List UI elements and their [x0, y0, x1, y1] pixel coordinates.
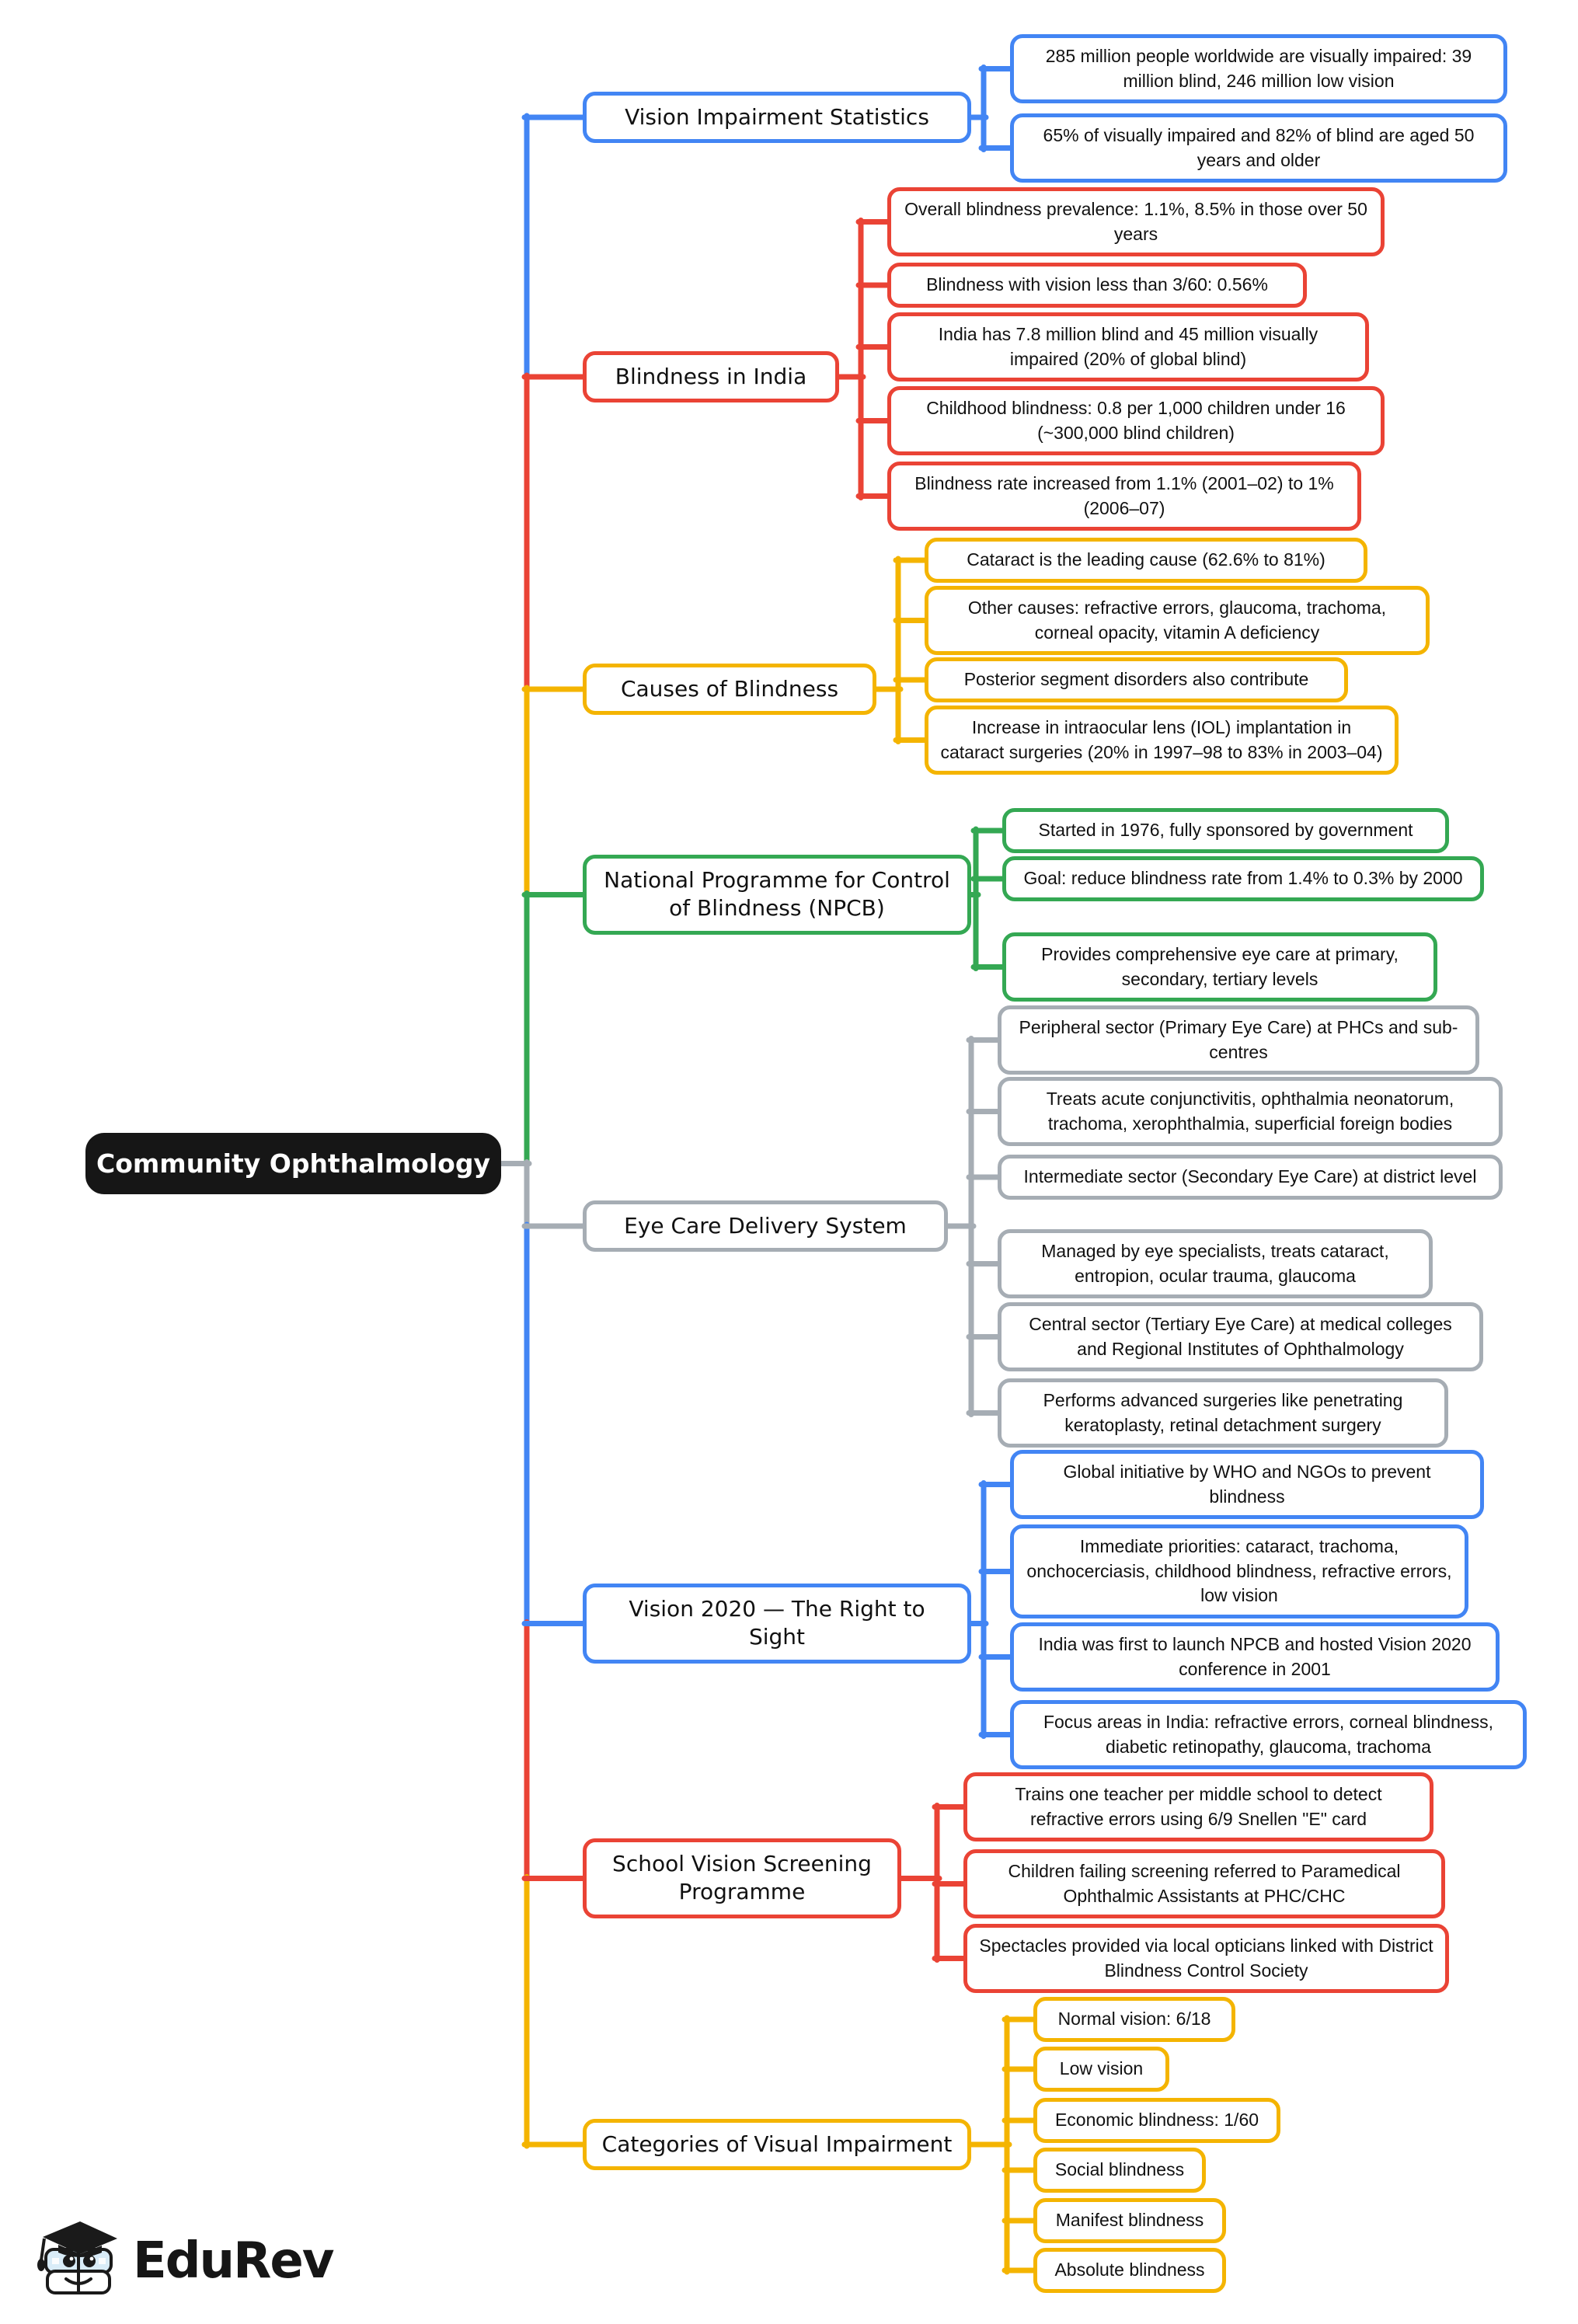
child-node-8-5: Manifest blindness [1033, 2198, 1226, 2243]
edurev-wordmark: EduRev [133, 2232, 333, 2290]
branch-title-8: Categories of Visual Impairment [583, 2119, 971, 2170]
child-node-2-1: Overall blindness prevalence: 1.1%, 8.5% in those over 50 years [887, 187, 1385, 256]
child-node-4-2: Goal: reduce blindness rate from 1.4% to 0.3% by 2000 [1002, 856, 1484, 901]
child-node-2-4: Childhood blindness: 0.8 per 1,000 children under 16 (~300,000 blind children) [887, 386, 1385, 455]
edurev-mascot-icon [35, 2217, 120, 2305]
child-node-7-3: Spectacles provided via local opticians linked with District Blindness Control Society [963, 1924, 1449, 1993]
branch-title-2: Blindness in India [583, 351, 839, 402]
child-node-6-4: Focus areas in India: refractive errors, corneal blindness, diabetic retinopathy, glaucoma, trachoma [1010, 1700, 1527, 1769]
child-node-2-3: India has 7.8 million blind and 45 million visually impaired (20% of global blind) [887, 312, 1369, 382]
child-node-1-2: 65% of visually impaired and 82% of blind are aged 50 years and older [1010, 113, 1507, 183]
child-node-5-4: Managed by eye specialists, treats cataract, entropion, ocular trauma, glaucoma [998, 1229, 1433, 1298]
branch-title-7: School Vision Screening Programme [583, 1838, 901, 1918]
child-node-5-2: Treats acute conjunctivitis, ophthalmia neonatorum, trachoma, xerophthalmia, superficial foreign bodies [998, 1077, 1503, 1146]
child-node-6-2: Immediate priorities: cataract, trachoma, onchocerciasis, childhood blindness, refractive errors, low vision [1010, 1524, 1468, 1618]
child-node-5-1: Peripheral sector (Primary Eye Care) at PHCs and sub-centres [998, 1005, 1479, 1075]
child-node-3-1: Cataract is the leading cause (62.6% to 81%) [925, 538, 1367, 583]
child-node-4-1: Started in 1976, fully sponsored by government [1002, 808, 1449, 853]
child-node-2-5: Blindness rate increased from 1.1% (2001–02) to 1% (2006–07) [887, 462, 1361, 531]
root-node: Community Ophthalmology [85, 1133, 501, 1194]
child-node-8-2: Low vision [1033, 2047, 1169, 2092]
child-node-6-3: India was first to launch NPCB and hosted Vision 2020 conference in 2001 [1010, 1622, 1500, 1692]
child-node-5-3: Intermediate sector (Secondary Eye Care) at district level [998, 1155, 1503, 1200]
child-node-7-2: Children failing screening referred to Paramedical Ophthalmic Assistants at PHC/CHC [963, 1849, 1445, 1918]
child-node-8-6: Absolute blindness [1033, 2248, 1226, 2293]
child-node-6-1: Global initiative by WHO and NGOs to prevent blindness [1010, 1450, 1484, 1519]
child-node-7-1: Trains one teacher per middle school to detect refractive errors using 6/9 Snellen "E" card [963, 1772, 1433, 1841]
branch-title-3: Causes of Blindness [583, 664, 876, 715]
edurev-logo [35, 2217, 333, 2305]
child-node-3-4: Increase in intraocular lens (IOL) implantation in cataract surgeries (20% in 1997–98 to 83% in 2003–04) [925, 706, 1399, 775]
branch-title-1: Vision Impairment Statistics [583, 92, 971, 143]
branch-title-5: Eye Care Delivery System [583, 1200, 948, 1252]
child-node-3-3: Posterior segment disorders also contribute [925, 657, 1348, 702]
child-node-8-1: Normal vision: 6/18 [1033, 1997, 1235, 2042]
child-node-5-6: Performs advanced surgeries like penetrating keratoplasty, retinal detachment surgery [998, 1378, 1448, 1448]
child-node-2-2: Blindness with vision less than 3/60: 0.56% [887, 263, 1307, 308]
child-node-8-4: Social blindness [1033, 2148, 1206, 2193]
child-node-1-1: 285 million people worldwide are visually impaired: 39 million blind, 246 million low vision [1010, 34, 1507, 103]
branch-title-4: National Programme for Control of Blindness (NPCB) [583, 855, 971, 935]
child-node-3-2: Other causes: refractive errors, glaucoma, trachoma, corneal opacity, vitamin A deficiency [925, 586, 1430, 655]
child-node-4-3: Provides comprehensive eye care at primary, secondary, tertiary levels [1002, 932, 1437, 1002]
child-node-5-5: Central sector (Tertiary Eye Care) at medical colleges and Regional Institutes of Ophthalmology [998, 1302, 1483, 1371]
branch-title-6: Vision 2020 — The Right to Sight [583, 1584, 971, 1664]
child-node-8-3: Economic blindness: 1/60 [1033, 2098, 1280, 2143]
